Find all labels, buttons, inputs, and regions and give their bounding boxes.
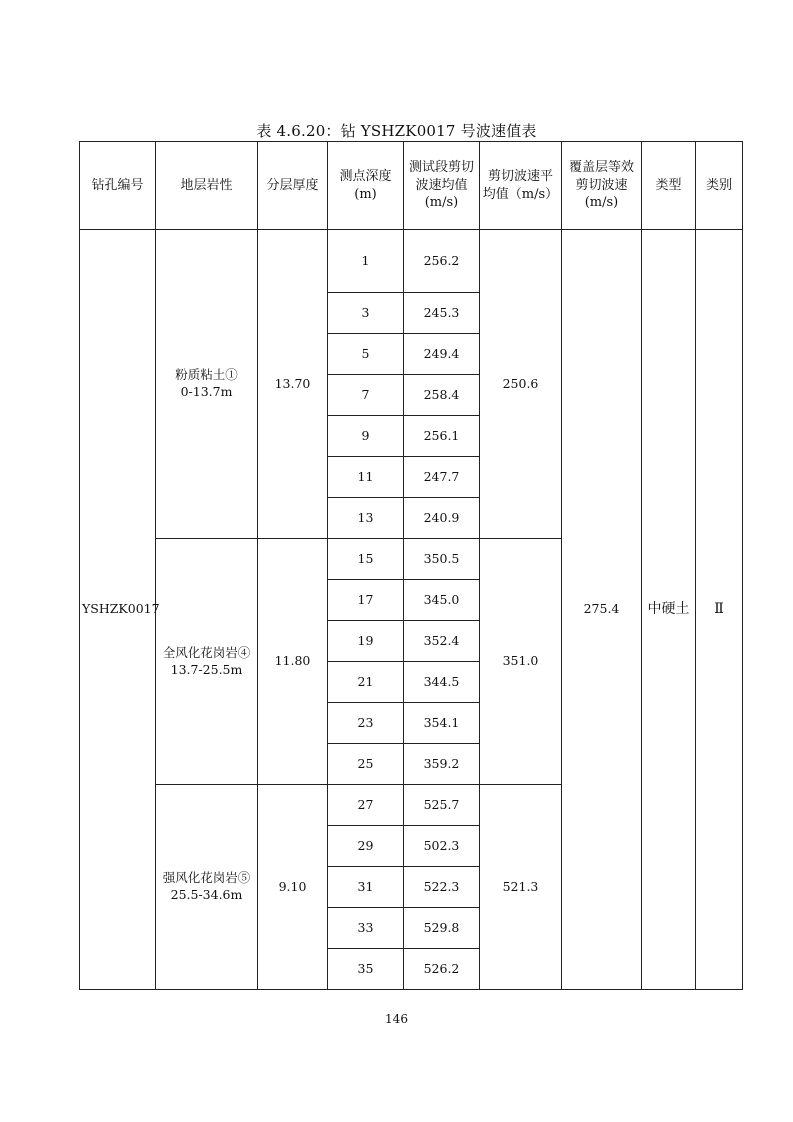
- depth-cell: 27: [328, 785, 404, 826]
- layer-average: 521.3: [480, 785, 562, 990]
- header-thickness: 分层厚度: [258, 142, 328, 230]
- equivalent-velocity: 275.4: [562, 230, 642, 990]
- velocity-cell: 247.7: [404, 457, 480, 498]
- depth-cell: 19: [328, 621, 404, 662]
- depth-cell: 15: [328, 539, 404, 580]
- depth-cell: 21: [328, 662, 404, 703]
- velocity-cell: 502.3: [404, 826, 480, 867]
- depth-cell: 7: [328, 375, 404, 416]
- layer-thickness: 13.70: [258, 230, 328, 539]
- header-lithology: 地层岩性: [156, 142, 258, 230]
- header-layer-average: 剪切波速平 均值（m/s）: [480, 142, 562, 230]
- depth-cell: 33: [328, 908, 404, 949]
- depth-cell: 31: [328, 867, 404, 908]
- depth-cell: 5: [328, 334, 404, 375]
- depth-cell: 9: [328, 416, 404, 457]
- header-depth: 测点深度 (m): [328, 142, 404, 230]
- velocity-cell: 344.5: [404, 662, 480, 703]
- header-type: 类型: [642, 142, 696, 230]
- header-segment-average: 测试段剪切 波速均值 (m/s): [404, 142, 480, 230]
- depth-cell: 25: [328, 744, 404, 785]
- velocity-cell: 352.4: [404, 621, 480, 662]
- depth-cell: 13: [328, 498, 404, 539]
- velocity-cell: 256.2: [404, 230, 480, 293]
- velocity-cell: 522.3: [404, 867, 480, 908]
- layer-thickness: 11.80: [258, 539, 328, 785]
- layer-lithology: 粉质粘土① 0-13.7m: [156, 230, 258, 539]
- wave-velocity-table: [79, 141, 743, 990]
- velocity-cell: 345.0: [404, 580, 480, 621]
- velocity-cell: 526.2: [404, 949, 480, 990]
- depth-cell: 11: [328, 457, 404, 498]
- soil-type: 中硬土: [642, 230, 696, 990]
- header-equivalent-velocity: 覆盖层等效 剪切波速 (m/s): [562, 142, 642, 230]
- velocity-cell: 354.1: [404, 703, 480, 744]
- layer-average: 351.0: [480, 539, 562, 785]
- depth-cell: 1: [328, 230, 404, 293]
- layer-lithology: 全风化花岗岩④ 13.7-25.5m: [156, 539, 258, 785]
- velocity-cell: 359.2: [404, 744, 480, 785]
- depth-cell: 3: [328, 293, 404, 334]
- velocity-cell: 256.1: [404, 416, 480, 457]
- layer-lithology: 强风化花岗岩⑤ 25.5-34.6m: [156, 785, 258, 990]
- velocity-cell: 258.4: [404, 375, 480, 416]
- page-number: 146: [385, 1012, 408, 1026]
- velocity-cell: 240.9: [404, 498, 480, 539]
- header-row: [80, 142, 743, 230]
- layer-average: 250.6: [480, 230, 562, 539]
- site-class: Ⅱ: [696, 230, 743, 990]
- header-borehole: 钻孔编号: [80, 142, 156, 230]
- borehole-id: YSHZK0017: [80, 230, 156, 990]
- depth-cell: 23: [328, 703, 404, 744]
- table-row: [80, 230, 743, 293]
- velocity-cell: 525.7: [404, 785, 480, 826]
- table-caption: 表 4.6.20：钻 YSHZK0017 号波速值表: [256, 122, 537, 140]
- header-category: 类别: [696, 142, 743, 230]
- depth-cell: 17: [328, 580, 404, 621]
- depth-cell: 29: [328, 826, 404, 867]
- velocity-cell: 245.3: [404, 293, 480, 334]
- depth-cell: 35: [328, 949, 404, 990]
- layer-thickness: 9.10: [258, 785, 328, 990]
- velocity-cell: 249.4: [404, 334, 480, 375]
- velocity-cell: 350.5: [404, 539, 480, 580]
- velocity-cell: 529.8: [404, 908, 480, 949]
